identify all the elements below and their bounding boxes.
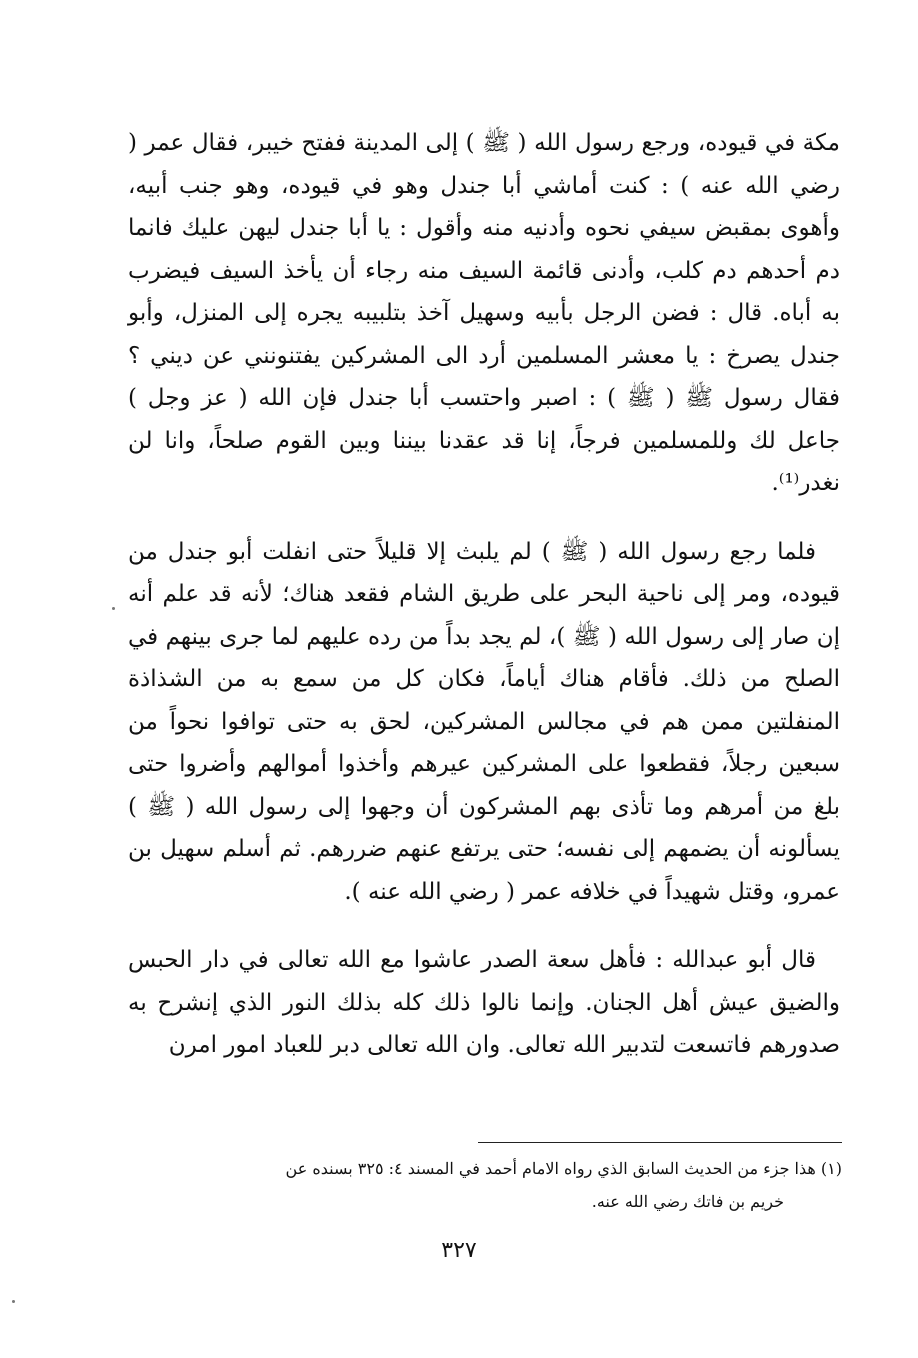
body-text [128, 122, 840, 1093]
footnote-line-2: خريم بن فاتك رضي الله عنه. [591, 1192, 784, 1211]
page-number: ٣٢٧ [441, 1238, 477, 1263]
footnote-line-1: (١) هذا جزء من الحديث السابق الذي رواه الامام أحمد في المسند ٤: ٣٢٥ بسنده عن [285, 1159, 842, 1178]
paragraph-3: قال أبو عبدالله : فأهل سعة الصدر عاشوا مع الله تعالى في دار الحبس والضيق عيش أهل الجنان. وإنما نالوا ذلك كله بذلك النور الذي إنشرح به صدورهم فاتسعت لتدبير الله تعالى. وان الله تعالى دبر للعباد امور امرن [128, 947, 840, 1058]
paragraph-2: فلما رجع رسول الله ( ﷺ ) لم يلبث إلا قليلاً حتى انفلت أبو جندل من قيوده، ومر إلى ناحية البحر على طريق الشام فقعد هناك؛ لأنه قد علم أنه إن صار إلى رسول الله ( ﷺ )، لم يجد بداً من رده عليهم لما جرى بينهم في الصلح من ذلك. فأقام هناك أياماً، فكان كل من سمع به من الشذاذة المنفلتين ممن هم في مجالس المشركين، لحق به حتى توافوا نحواً من سبعين رجلاً، فقطعوا على المشركين عيرهم وأخذوا أموالهم وأضروا حتى بلغ من أمرهم وما تأذى بهم المشركون أن وجهوا إلى رسول الله ( ﷺ ) يسألونه أن يضمهم إلى نفسه؛ حتى يرتفع عنهم ضررهم. ثم أسلم سهيل بن عمرو، وقتل شهيداً في خلافه عمر ( رضي الله عنه ). [128, 538, 840, 905]
scan-speck [112, 607, 115, 610]
paragraph-1: مكة في قيوده، ورجع رسول الله ( ﷺ ) إلى المدينة ففتح خيبر، فقال عمر ( رضي الله عنه ) : كنت أماشي أبا جندل وهو في قيوده، وهو جنب أبيه، وأهوى بمقبض سيفي نحوه وأدنيه منه وأقول : يا أبا جندل ليهن عليك فانما دم أحدهم دم كلب، وأدنى قائمة السيف منه رجاء أن يأخذ السيف فيضرب به أباه. قال : فضن الرجل بأبيه وسهيل آخذ بتلبيبه يجره إلى المنزل، وأبو جندل يصرخ : يا معشر المسلمين أرد الى المشركين يفتنونني عن ديني ؟ فقال رسول ﷺ ( ﷺ ) : اصبر واحتسب أبا جندل فإن الله ( عز وجل ) جاعل لك وللمسلمين فرجاً، إنا قد عقدنا بيننا وبين القوم صلحاً، وانا لن نغدر⁽¹⁾. [128, 130, 840, 496]
footnote [128, 1152, 842, 1218]
footnote-divider [478, 1142, 842, 1143]
scan-speck [12, 1300, 15, 1303]
